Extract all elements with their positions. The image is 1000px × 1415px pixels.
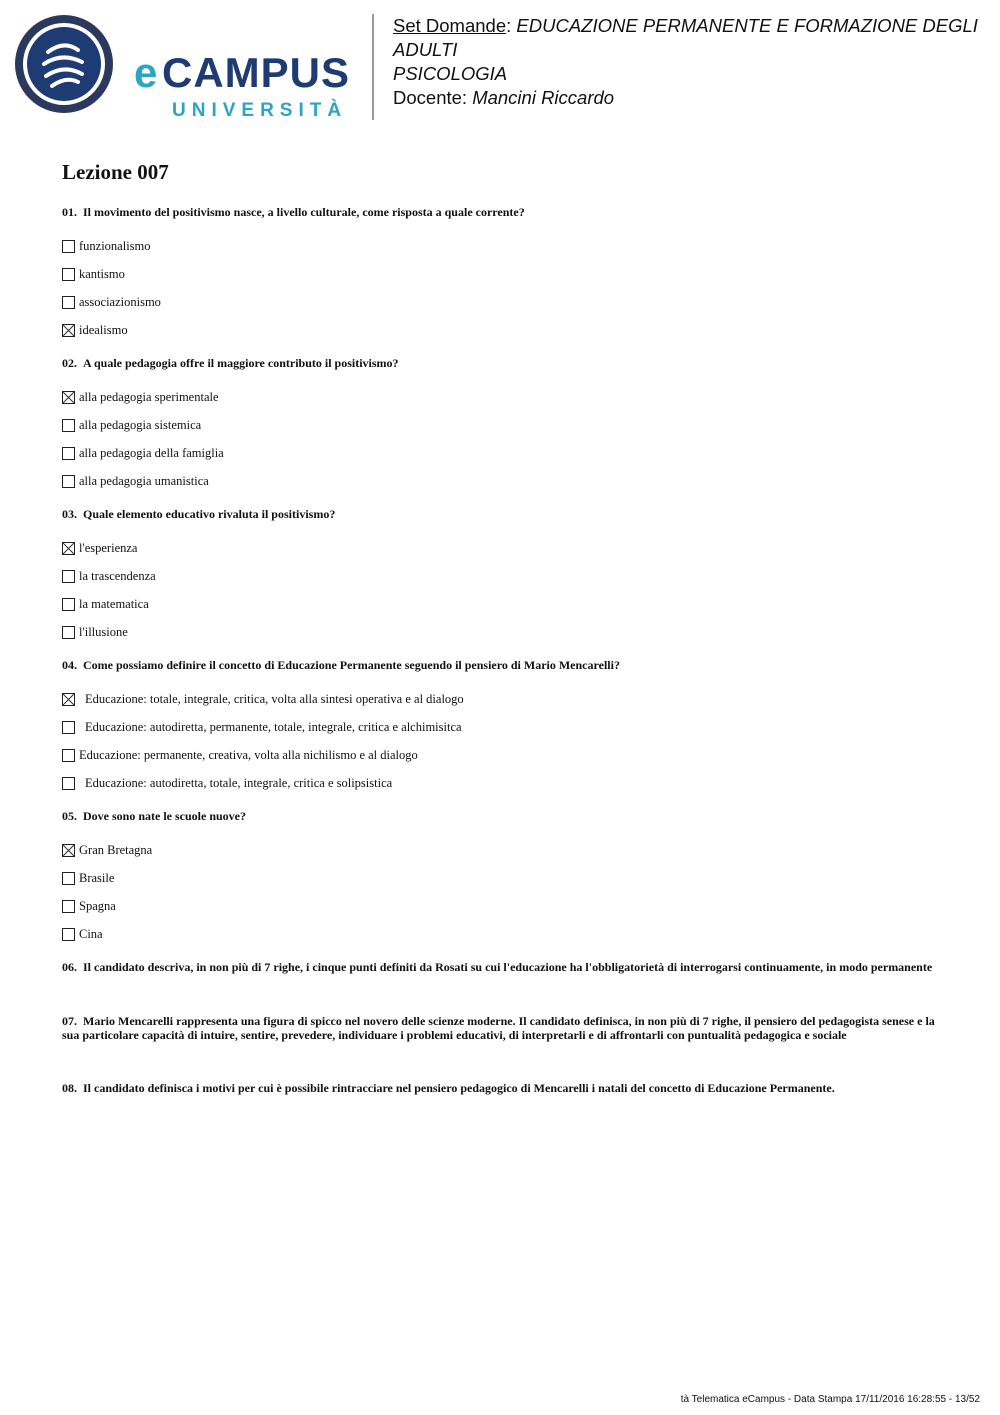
logo-wordmark: CAMPUS — [162, 49, 351, 96]
header-info — [393, 14, 993, 110]
option[interactable] — [62, 260, 942, 288]
question-number: 07. — [62, 1014, 77, 1028]
option[interactable] — [62, 316, 942, 344]
options-list — [62, 685, 942, 797]
question-number: 08. — [62, 1081, 77, 1095]
question-01 — [62, 205, 942, 344]
option-label: l'illusione — [79, 624, 128, 639]
option[interactable] — [62, 288, 942, 316]
checkbox-checked[interactable] — [62, 844, 75, 857]
option[interactable] — [62, 741, 942, 769]
checkbox[interactable] — [62, 268, 75, 281]
question-text — [62, 658, 942, 672]
option-label: Spagna — [79, 898, 116, 913]
checkbox[interactable] — [62, 900, 75, 913]
question-number: 03. — [62, 507, 77, 521]
option-label: Brasile — [79, 870, 115, 885]
checkbox-checked[interactable] — [62, 693, 75, 706]
option[interactable] — [62, 618, 942, 646]
logo-e-letter: e — [134, 49, 158, 96]
question-04 — [62, 658, 942, 797]
checkbox-checked[interactable] — [62, 324, 75, 337]
checkbox[interactable] — [62, 598, 75, 611]
set-title-row — [393, 14, 993, 62]
teacher-name: Mancini Riccardo — [472, 87, 615, 108]
checkbox[interactable] — [62, 296, 75, 309]
option[interactable] — [62, 411, 942, 439]
question-number: 01. — [62, 205, 77, 219]
option-label: alla pedagogia sperimentale — [79, 389, 219, 404]
question-label: A quale pedagogia offre il maggiore contributo il positivismo? — [83, 356, 399, 370]
question-label: Il movimento del positivismo nasce, a livello culturale, come risposta a quale corrente? — [83, 205, 525, 219]
university-seal-icon — [14, 14, 114, 114]
set-separator: : — [506, 15, 512, 36]
checkbox[interactable] — [62, 419, 75, 432]
question-number: 06. — [62, 960, 77, 974]
options-list — [62, 836, 942, 948]
header-divider — [372, 14, 374, 120]
checkbox[interactable] — [62, 570, 75, 583]
option-label: Educazione: permanente, creativa, volta alla nichilismo e al dialogo — [79, 747, 418, 762]
option-label: Educazione: totale, integrale, critica, volta alla sintesi operativa e al dialogo — [85, 691, 464, 706]
teacher-label: Docente: — [393, 87, 468, 108]
question-number: 05. — [62, 809, 77, 823]
option[interactable] — [62, 769, 942, 797]
question-label: Dove sono nate le scuole nuove? — [83, 809, 246, 823]
question-02 — [62, 356, 942, 495]
question-label: Il candidato descriva, in non più di 7 righe, i cinque punti definiti da Rosati su cui l'educazione ha l'obbligatorietà di interrogarsi continuamente, in modo permanente — [83, 960, 933, 974]
option-label: Gran Bretagna — [79, 842, 153, 857]
teacher-row — [393, 86, 993, 110]
ecampus-logo — [14, 14, 359, 121]
option[interactable] — [62, 534, 942, 562]
option-label: alla pedagogia umanistica — [79, 473, 209, 488]
option[interactable] — [62, 685, 942, 713]
option-label: kantismo — [79, 266, 125, 281]
option[interactable] — [62, 590, 942, 618]
question-text — [62, 507, 942, 521]
option[interactable] — [62, 383, 942, 411]
page-footer: tà Telematica eCampus - Data Stampa 17/11/2016 16:28:55 - 13/52 — [680, 1394, 980, 1405]
option[interactable] — [62, 892, 942, 920]
checkbox[interactable] — [62, 928, 75, 941]
checkbox-checked[interactable] — [62, 542, 75, 555]
question-text — [62, 809, 942, 823]
option-label: alla pedagogia sistemica — [79, 417, 202, 432]
question-03 — [62, 507, 942, 646]
option-label: Educazione: autodiretta, permanente, totale, integrale, critica e alchimisitca — [85, 719, 462, 734]
question-text — [62, 1014, 942, 1042]
checkbox[interactable] — [62, 475, 75, 488]
options-list — [62, 383, 942, 495]
checkbox[interactable] — [62, 721, 75, 734]
question-07 — [62, 1014, 942, 1042]
option[interactable] — [62, 439, 942, 467]
question-06 — [62, 960, 942, 974]
question-08 — [62, 1081, 942, 1095]
checkbox[interactable] — [62, 240, 75, 253]
option[interactable] — [62, 836, 942, 864]
question-label: Mario Mencarelli rappresenta una figura di spicco nel novero delle scienze moderne. Il candidato definisca, in non più di 7 righe, il pensiero del pedagogista senese e la sua particolare capacità di intuire, sentire, prevedere, individuare i problemi educativi, di interpretarli e di affrontarli con puntualità pedagogica e sociale — [62, 1014, 935, 1042]
option[interactable] — [62, 467, 942, 495]
subject: PSICOLOGIA — [393, 63, 508, 84]
checkbox[interactable] — [62, 626, 75, 639]
question-number: 04. — [62, 658, 77, 672]
option[interactable] — [62, 920, 942, 948]
option[interactable] — [62, 562, 942, 590]
question-text — [62, 205, 942, 219]
option-label: alla pedagogia della famiglia — [79, 445, 224, 460]
option-label: l'esperienza — [79, 540, 138, 555]
option-label: associazionismo — [79, 294, 161, 309]
option-label: Educazione: autodiretta, totale, integrale, critica e solipsistica — [85, 775, 393, 790]
option-label: la trascendenza — [79, 568, 156, 583]
question-label: Il candidato definisca i motivi per cui è possibile rintracciare nel pensiero pedagogico di Mencarelli i natali del concetto di Educazione Permanente. — [83, 1081, 835, 1095]
lesson-title: Lezione 007 — [62, 160, 169, 184]
option[interactable] — [62, 232, 942, 260]
option-label: funzionalismo — [79, 238, 151, 253]
option-label: idealismo — [79, 322, 128, 337]
checkbox-checked[interactable] — [62, 391, 75, 404]
question-label: Quale elemento educativo rivaluta il positivismo? — [83, 507, 336, 521]
checkbox[interactable] — [62, 777, 75, 790]
set-title: EDUCAZIONE PERMANENTE E FORMAZIONE DEGLI ADULTI — [393, 15, 978, 60]
question-05 — [62, 809, 942, 948]
checkbox[interactable] — [62, 447, 75, 460]
options-list — [62, 534, 942, 646]
question-text — [62, 1081, 942, 1095]
option-label: Cina — [79, 926, 103, 941]
option[interactable] — [62, 713, 942, 741]
question-text — [62, 356, 942, 370]
logo-subtitle: UNIVERSITÀ — [172, 100, 348, 121]
set-label: Set Domande — [393, 15, 507, 36]
options-list — [62, 232, 942, 344]
checkbox[interactable] — [62, 749, 75, 762]
option[interactable] — [62, 864, 942, 892]
question-number: 02. — [62, 356, 77, 370]
checkbox[interactable] — [62, 872, 75, 885]
question-label: Come possiamo definire il concetto di Educazione Permanente seguendo il pensiero di Mario Mencarelli? — [83, 658, 620, 672]
question-text — [62, 960, 942, 974]
option-label: la matematica — [79, 596, 149, 611]
